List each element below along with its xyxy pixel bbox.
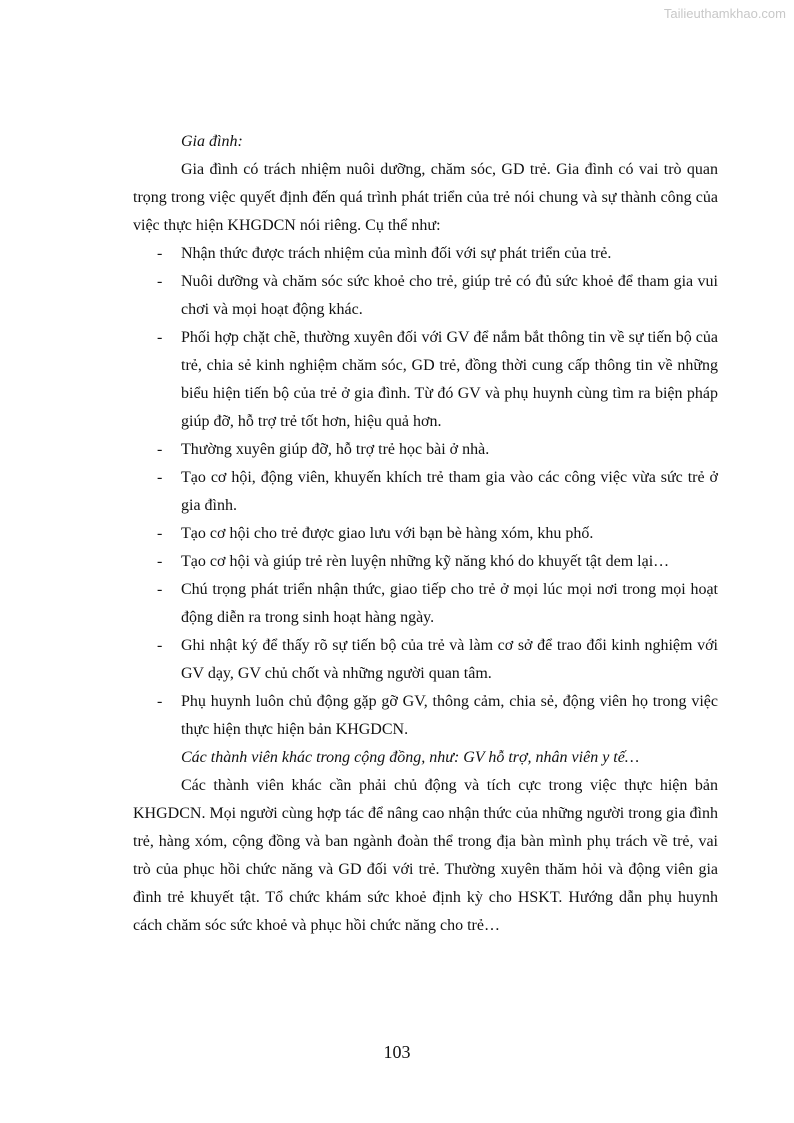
list-item [133, 240, 718, 268]
bullet-dash: - [157, 553, 163, 570]
list-item [133, 548, 718, 576]
bullet-dash: - [157, 693, 163, 710]
bullet-dash: - [157, 581, 163, 598]
list-item [133, 268, 718, 324]
bullet-dash: - [157, 329, 163, 346]
family-responsibilities-list [133, 240, 718, 744]
list-item [133, 520, 718, 548]
watermark: Tailieuthamkhao.com [663, 6, 786, 21]
list-item-text: Nhận thức được trách nhiệm của mình đối với sự phát triển của trẻ. [181, 245, 612, 262]
list-item [133, 324, 718, 436]
bullet-dash: - [157, 637, 163, 654]
bullet-dash: - [157, 245, 163, 262]
list-item-text: Tạo cơ hội cho trẻ được giao lưu với bạn bè hàng xóm, khu phố. [181, 525, 594, 542]
heading-community: Các thành viên khác trong cộng đồng, như: GV hỗ trợ, nhân viên y tế… [181, 749, 640, 766]
list-item [133, 632, 718, 688]
bullet-dash: - [157, 441, 163, 458]
community-paragraph: Các thành viên khác cần phải chủ động và tích cực trong việc thực hiện bản KHGDCN. Mọi người cùng hợp tác để nâng cao nhận thức của những người trong gia đình trẻ, hàng xóm, cộng đồng và ban ngành đoàn thể trong địa bàn mình phụ trách về trẻ, vai trò của phục hồi chức năng và GD đối với trẻ. Thường xuyên thăm hỏi và động viên gia đình trẻ khuyết tật. Tổ chức khám sức khoẻ định kỳ cho HSKT. Hướng dẫn phụ huynh cách chăm sóc sức khoẻ và phục hồi chức năng cho trẻ… [133, 777, 718, 934]
family-intro-paragraph: Gia đình có trách nhiệm nuôi dưỡng, chăm sóc, GD trẻ. Gia đình có vai trò quan trọng trong việc quyết định đến quá trình phát triển của trẻ nói chung và sự thành công của việc thực hiện KHGDCN nói riêng. Cụ thể như: [133, 161, 718, 234]
bullet-dash: - [157, 273, 163, 290]
page-number: 103 [383, 1042, 411, 1062]
list-item [133, 464, 718, 520]
list-item-text: Ghi nhật ký để thấy rõ sự tiến bộ của trẻ và làm cơ sở để trao đổi kinh nghiệm với GV dạy, GV chủ chốt và những người quan tâm. [181, 637, 718, 682]
page-content [133, 128, 718, 940]
list-item-text: Nuôi dưỡng và chăm sóc sức khoẻ cho trẻ, giúp trẻ có đủ sức khoẻ để tham gia vui chơi và mọi hoạt động khác. [181, 273, 718, 318]
list-item [133, 688, 718, 744]
bullet-dash: - [157, 469, 163, 486]
bullet-dash: - [157, 525, 163, 542]
list-item-text: Chú trọng phát triển nhận thức, giao tiếp cho trẻ ở mọi lúc mọi nơi trong mọi hoạt động diễn ra trong sinh hoạt hàng ngày. [181, 581, 718, 626]
list-item [133, 576, 718, 632]
list-item-text: Thường xuyên giúp đỡ, hỗ trợ trẻ học bài ở nhà. [181, 441, 490, 458]
list-item-text: Phối hợp chặt chẽ, thường xuyên đối với GV để nắm bắt thông tin về sự tiến bộ của trẻ, chia sẻ kinh nghiệm chăm sóc, GD trẻ, đồng thời cung cấp thông tin về những biểu hiện tiến bộ của trẻ ở gia đình. Từ đó GV và phụ huynh cùng tìm ra biện pháp giúp đỡ, hỗ trợ trẻ tốt hơn, hiệu quả hơn. [181, 329, 718, 430]
list-item-text: Tạo cơ hội và giúp trẻ rèn luyện những kỹ năng khó do khuyết tật dem lại… [181, 553, 670, 570]
list-item-text: Phụ huynh luôn chủ động gặp gỡ GV, thông cảm, chia sẻ, động viên họ trong việc thực hiện thực hiện bản KHGDCN. [181, 693, 718, 738]
list-item-text: Tạo cơ hội, động viên, khuyến khích trẻ tham gia vào các công việc vừa sức trẻ ở gia đình. [181, 469, 718, 514]
heading-family: Gia đình: [181, 133, 243, 150]
list-item [133, 436, 718, 464]
